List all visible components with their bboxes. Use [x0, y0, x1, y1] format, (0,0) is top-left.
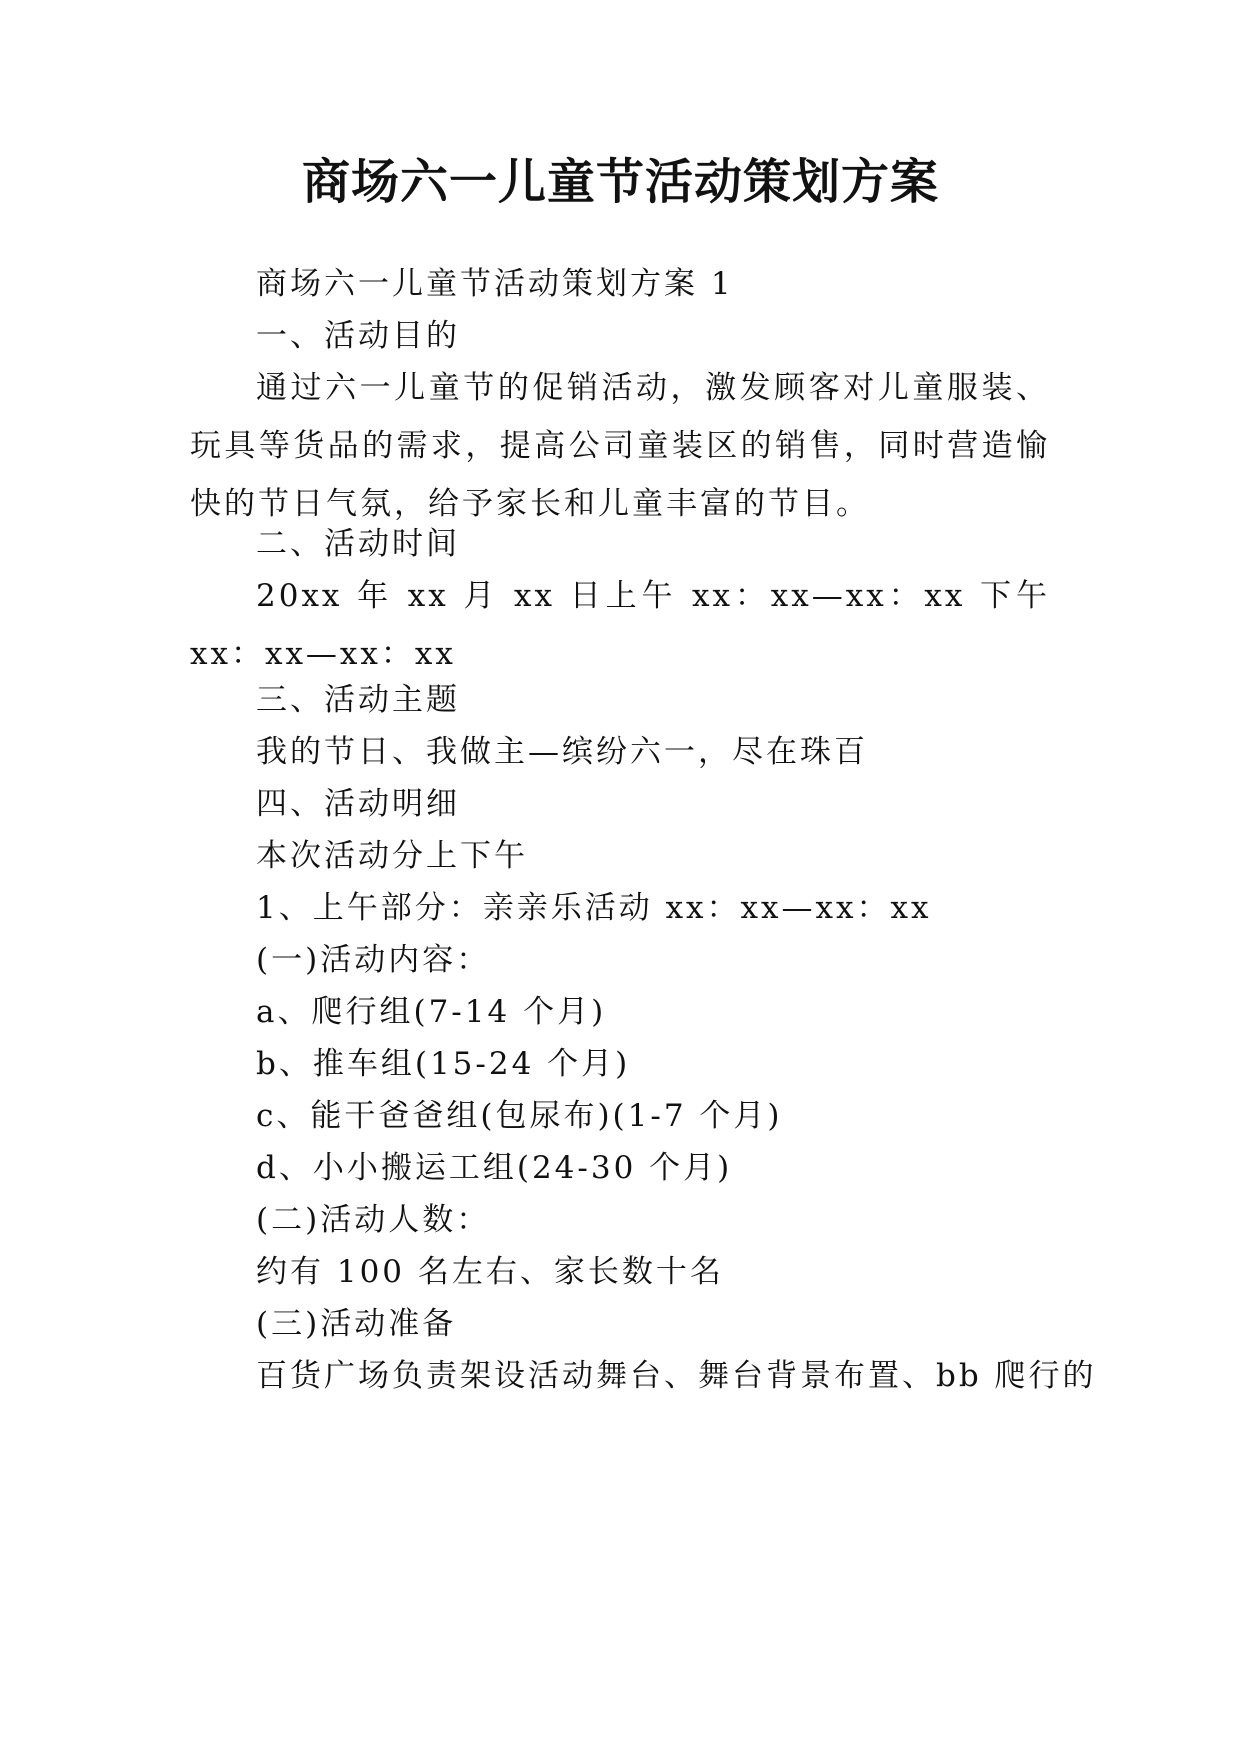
list-item-b: b、推车组(15-24 个月) [256, 1046, 631, 1082]
section-purpose-body: 通过六一儿童节的促销活动，激发顾客对儿童服装、玩具等货品的需求，提高公司童装区的销售，同时营造愉快的节日气氛，给予家长和儿童丰富的节目。 [190, 370, 1050, 522]
section-time-heading: 二、活动时间 [256, 526, 460, 562]
activity-content-heading: (一)活动内容： [256, 942, 491, 978]
participant-count-body: 约有 100 名左右、家长数十名 [256, 1254, 724, 1290]
list-item-c: c、能干爸爸组(包尿布)(1-7 个月) [256, 1098, 783, 1134]
list-item-a: a、爬行组(7-14 个月) [256, 994, 607, 1030]
preparation-body: 百货广场负责架设活动舞台、舞台背景布置、bb 爬行的 [256, 1358, 1097, 1394]
preparation-heading: (三)活动准备 [256, 1306, 457, 1342]
heading-plan-1: 商场六一儿童节活动策划方案 1 [256, 266, 734, 302]
morning-part-heading: 1、上午部分：亲亲乐活动 xx：xx—xx：xx [256, 890, 932, 926]
section-purpose-heading: 一、活动目的 [256, 318, 460, 354]
section-time-body: 20xx 年 xx 月 xx 日上午 xx：xx—xx：xx 下午 xx：xx—xx：xx [190, 578, 1050, 672]
participant-count-heading: (二)活动人数： [256, 1202, 491, 1238]
section-theme-heading: 三、活动主题 [256, 682, 460, 718]
section-theme-body: 我的节日、我做主—缤纷六一，尽在珠百 [256, 734, 868, 770]
section-details-heading: 四、活动明细 [256, 786, 460, 822]
section-details-intro: 本次活动分上下午 [256, 838, 528, 874]
list-item-d: d、小小搬运工组(24-30 个月) [256, 1150, 733, 1186]
document-title: 商场六一儿童节活动策划方案 [301, 154, 939, 210]
